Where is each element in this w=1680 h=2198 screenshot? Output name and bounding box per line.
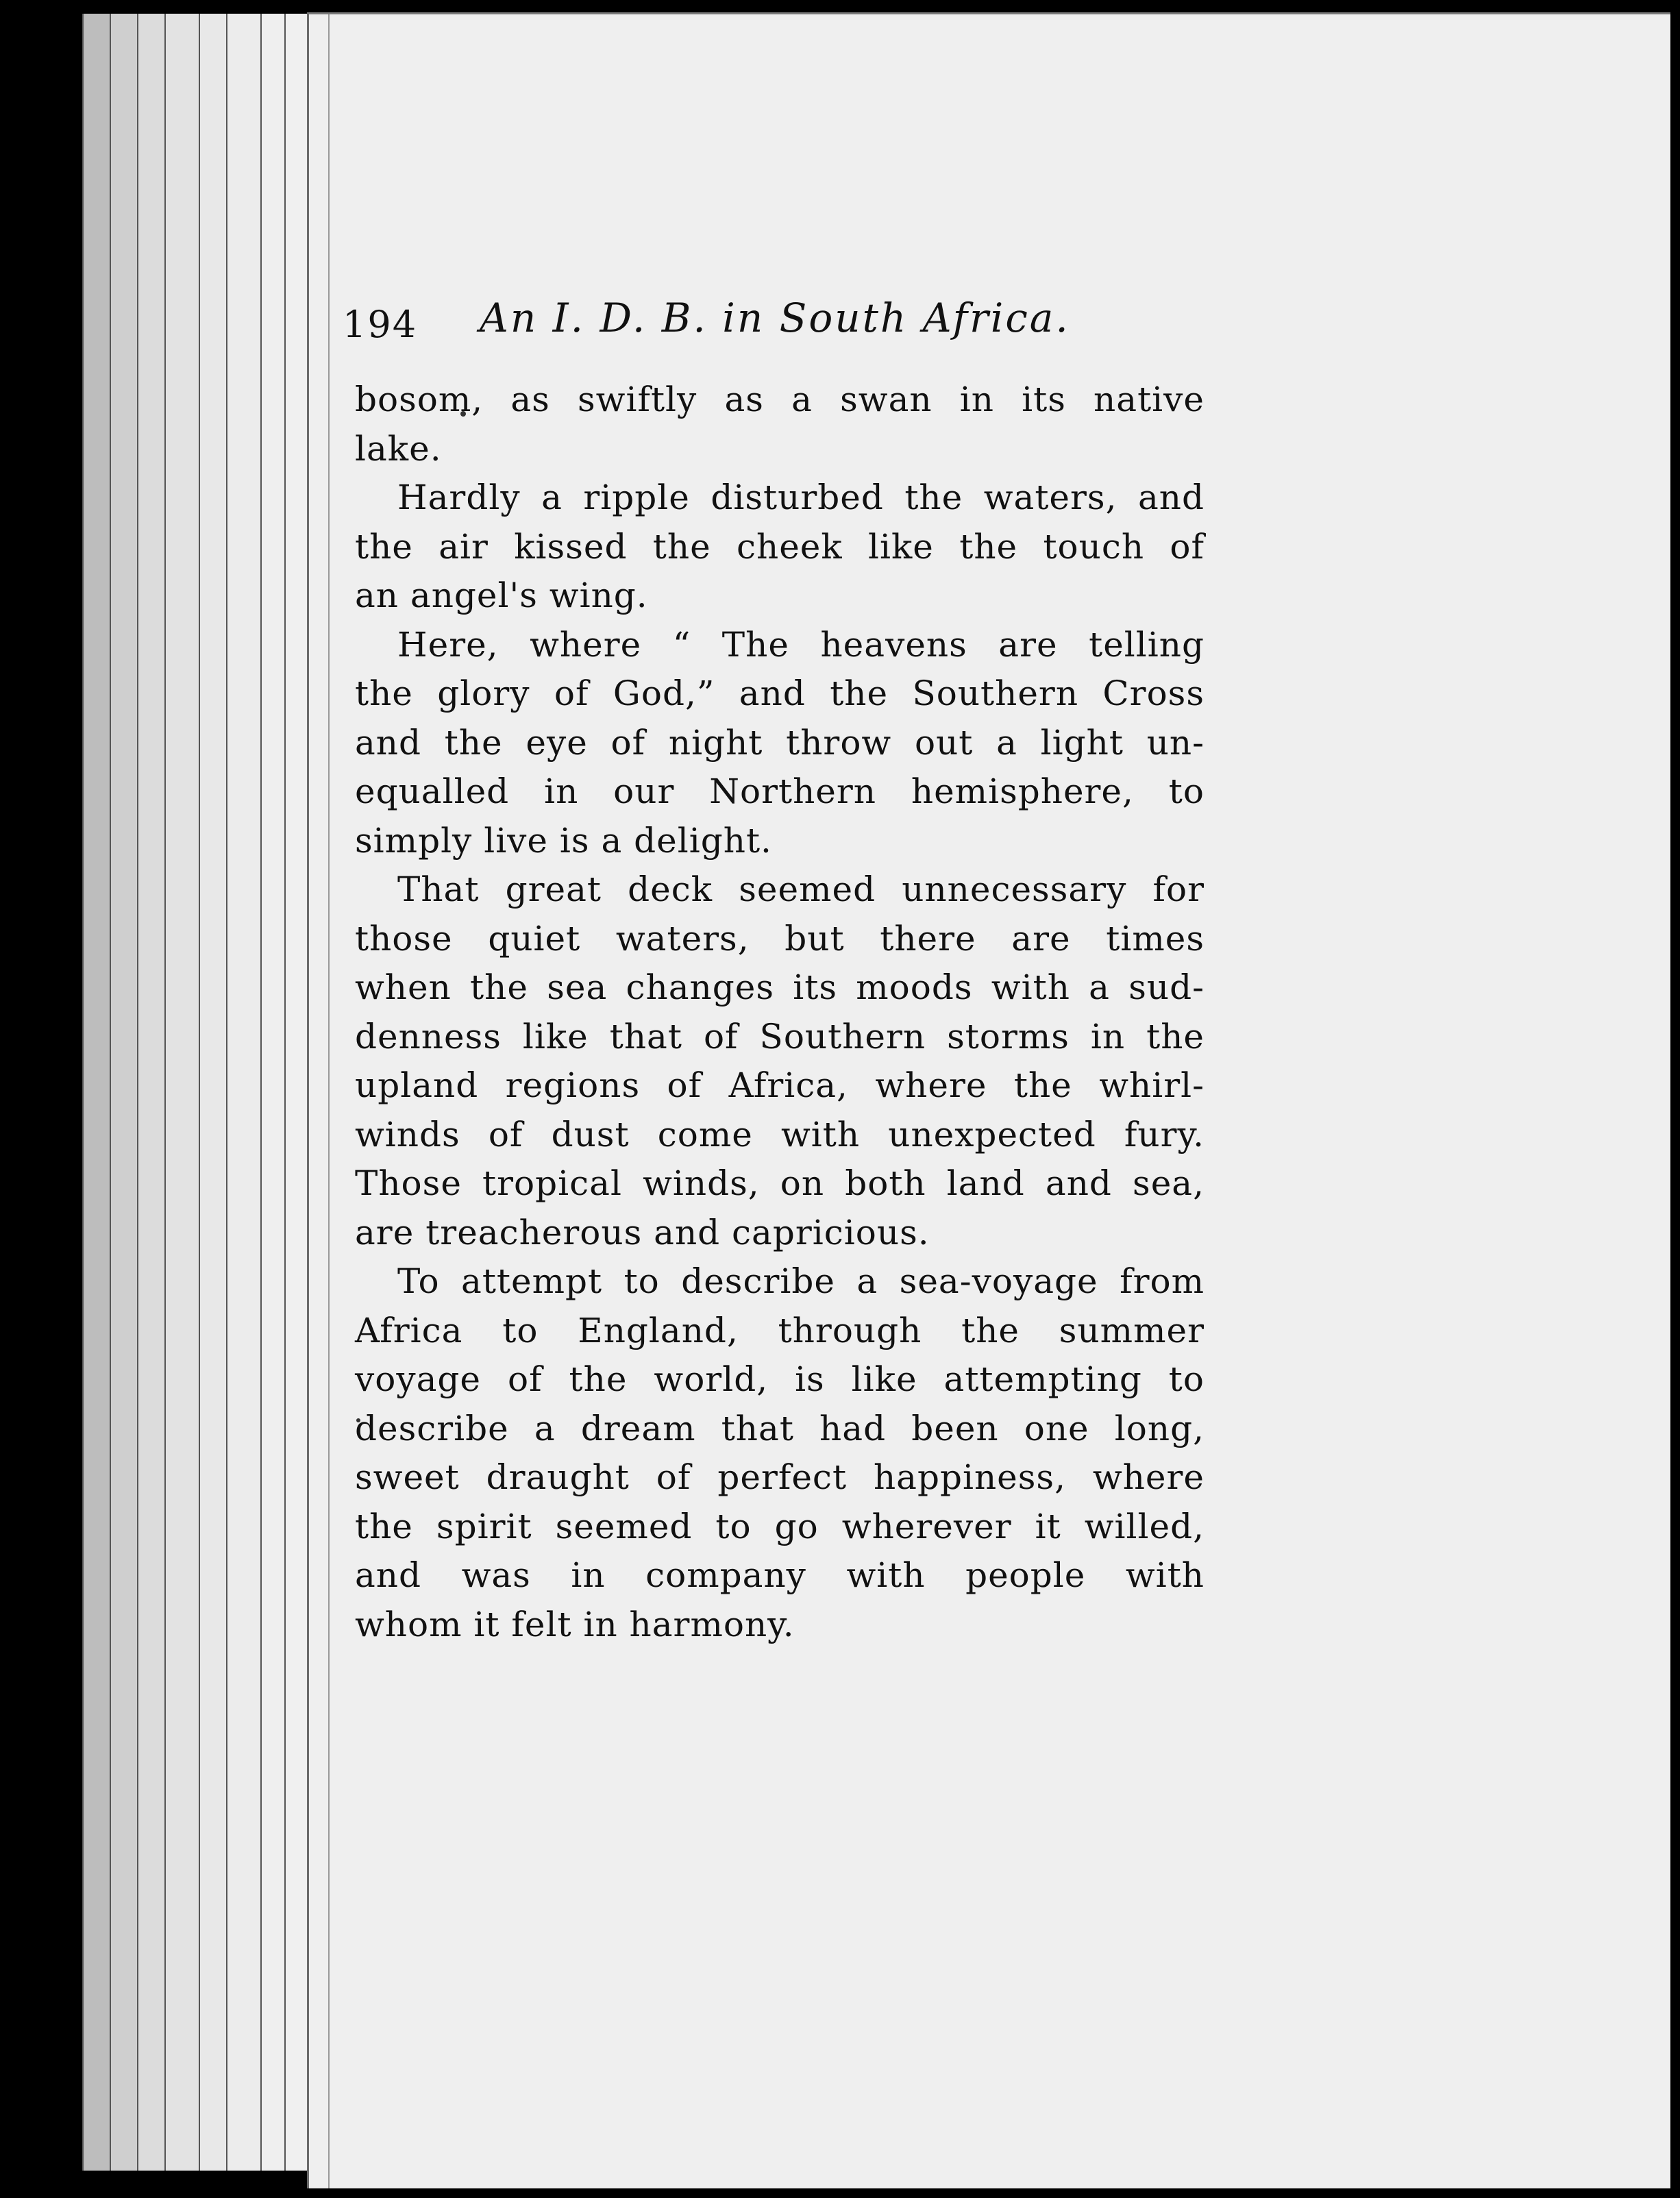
text-line: those quiet waters, but there are times: [355, 918, 1205, 959]
page-number: 194: [343, 303, 418, 346]
text-line: upland regions of Africa, where the whirl-: [355, 1065, 1205, 1105]
text-line: sweet draught of perfect happiness, where: [355, 1457, 1205, 1497]
text-line: bosom, as swiftly as a swan in its native: [355, 380, 1205, 419]
text-line: when the sea changes its moods with a sud-: [355, 967, 1205, 1007]
text-line: whom it felt in harmony.: [355, 1604, 795, 1644]
text-line: the glory of God,” and the Southern Cross: [355, 674, 1205, 713]
text-line: winds of dust come with unexpected fury.: [355, 1114, 1205, 1154]
paragraph: [355, 473, 1205, 621]
text-line: Those tropical winds, on both land and sea,: [355, 1163, 1205, 1203]
text-line: the air kissed the cheek like the touch of: [355, 526, 1205, 567]
text-line: simply live is a delight.: [355, 820, 772, 861]
text-line: That great deck seemed unnecessary for: [397, 869, 1205, 909]
page-border-line: [328, 14, 330, 2188]
text-line: Africa to England, through the summer: [355, 1310, 1205, 1350]
text-line: lake.: [355, 428, 442, 469]
text-line: and was in company with people with: [355, 1555, 1205, 1595]
text-line: describe a dream that had been one long,: [355, 1408, 1205, 1448]
text-line: denness like that of Southern storms in the: [355, 1016, 1205, 1057]
text-line: and the eye of night throw out a light un-: [355, 722, 1205, 763]
paragraph: [355, 865, 1205, 1257]
text-line: Hardly a ripple disturbed the waters, and: [397, 478, 1205, 517]
paragraph: [355, 1257, 1205, 1649]
text-line: Here, where “ The heavens are telling: [397, 624, 1205, 665]
running-header: [343, 295, 1357, 356]
text-line: an angel's wing.: [355, 576, 648, 615]
text-line: equalled in our Northern hemisphere, to: [355, 771, 1205, 811]
running-title: An I. D. B. in South Africa.: [480, 295, 1070, 341]
text-line: are treacherous and capricious.: [355, 1212, 930, 1252]
text-line: To attempt to describe a sea-voyage from: [397, 1261, 1205, 1301]
paragraph: [355, 375, 1205, 473]
body-text: [355, 375, 1205, 1649]
text-line: voyage of the world, is like attempting to: [355, 1359, 1205, 1399]
text-line: the spirit seemed to go wherever it willed,: [355, 1506, 1205, 1546]
paragraph: [355, 621, 1205, 866]
